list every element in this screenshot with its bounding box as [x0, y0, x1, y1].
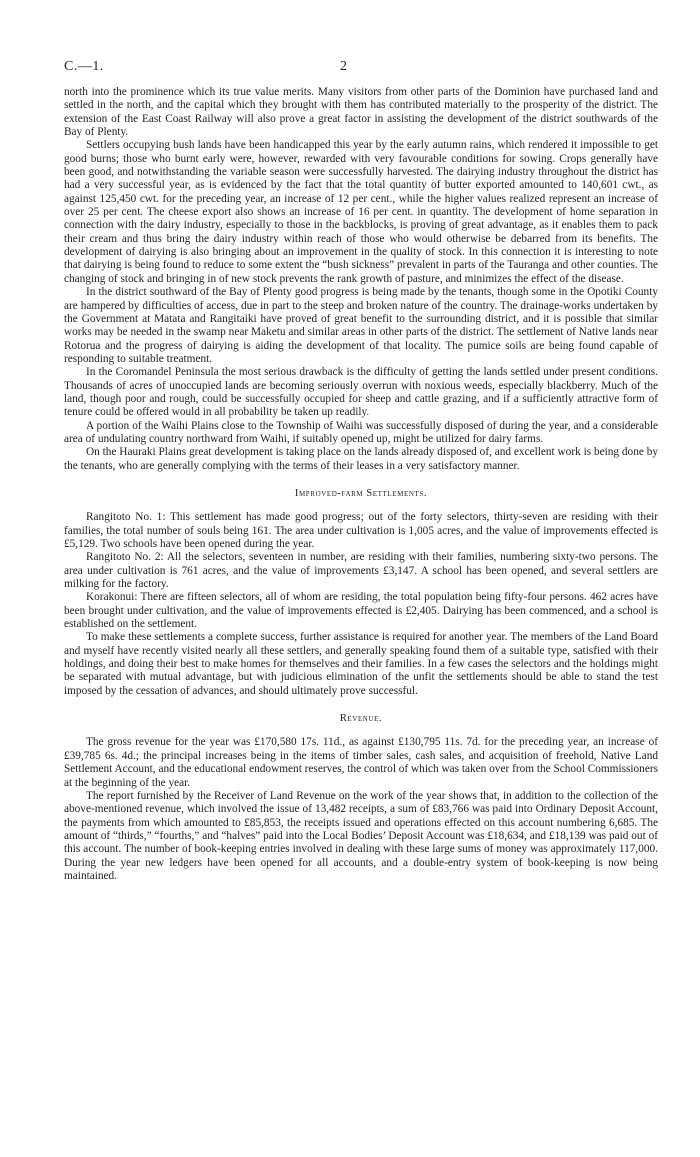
paragraph-receiver-report: The report furnished by the Receiver of Land Revenue on the work of the year shows that, in addition to the collection of the above-mentioned revenue, which involved the issue of 13,482 receipts, a sum of £83,766 was paid into Ordinary Deposit Account, the payments from which amounted to £85,853, the receipts issued and operations effected on this account numbering 6,685. The amount of “thirds,” “fourths,” and “halves” paid into the Local Bodies’ Deposit Account was £18,634, and £18,139 was paid out of this account. The number of book-keeping entries involved in dealing with these large sums of money was approximately 117,000. During the year new ledgers have been opened for all accounts, and a double-entry system of book-keeping is now being maintained. [64, 789, 658, 882]
paragraph-settlements-summary: To make these settlements a complete success, further assistance is required for another year. The members of the Land Board and myself have recently visited nearly all these settlers, and generally speaking found them of a suitable type, satisfied with their holdings, and doing their best to make homes for themselves and their families. In a few cases the selectors and the holdings might be separated with mutual advantage, but with judicious elimination of the unfit the settlements should be able to stand the test imposed by the cessation of advances, and should ultimately prove successful. [64, 631, 658, 697]
paragraph-north: north into the prominence which its true value merits. Many visitors from other parts of the Dominion have purchased land and settled in the north, and the capital which they brought with them has contributed materially to the prosperity of the district. The extension of the East Coast Railway will also prove a great factor in assisting the development of the district southwards of the Bay of Plenty. [64, 86, 658, 139]
paragraph-rangitoto-1: Rangitoto No. 1: This settlement has made good progress; out of the forty selectors, thirty-seven are residing with their families, the total number of souls being 161. The area under cultivation is 1,005 acres, and the value of improvements effected is £5,129. Two schools have been opened during the year. [64, 511, 658, 550]
improved-farm-heading: Improved-farm Settlements. [294, 487, 428, 499]
document-reference: C.—1. [64, 59, 104, 74]
paragraph-bay-of-plenty: In the district southward of the Bay of Plenty good progress is being made by the tenants, though some in the Opotiki County are hampered by difficulties of access, due in part to the steep and broken nature of the country. The drainage-works undertaken by the Government at Matata and Rangitaiki have proved of great benefit to the surrounding district, and it is possible that similar works may be needed in the swamp near Maketu and similar areas in other parts of the district. The settlement of Native lands near Rotorua and the progress of dairying is aiding the development of that locality. The pumice soils are being found capable of responding to suitable treatment. [64, 286, 658, 365]
page-header [64, 60, 658, 86]
paragraph-korakonui: Korakonui: There are fifteen selectors, all of whom are residing, the total population being fifty-four persons. 462 acres have been brought under cultivation, and the value of improvements effected is £2,405. Dairying has been commenced, and a school is established on the settlement. [64, 591, 658, 631]
paragraph-bush-settlers: Settlers occupying bush lands have been handicapped this year by the early autumn rains, which rendered it impossible to get good burns; those who burnt early were, however, rewarded with very favourable conditions for sowing. Crops generally have been good, and notwithstanding the variable season were successfully harvested. The dairying industry throughout the district has had a very successful year, as is evidenced by the fact that the total quantity of butter exported amounted to 140,601 cwt., as against 125,450 cwt. for the preceding year, an increase of 12 per cent., while the higher values realized represent an increase of over 25 per cent. The cheese export also shows an increase of 16 per cent. in quantity. The development of home separation in connection with the dairy industry, especially to those in the backblocks, is proving of great advantage, as it enables them to pack their cream and thus bring the dairy industry within reach of those who would otherwise be debarred from its benefits. The development of dairying is also bringing about an improvement in the quality of stock. In this connection it is interesting to note that dairying is being found to reduce to some extent the “bush sickness” prevalent in parts of the Tauranga and other counties. The changing of stock and bringing in of new stock prevents the rank growth of pasture, and minimizes the effect of the disease. [64, 139, 658, 285]
page-number: 2 [340, 59, 347, 74]
paragraph-waihi: A portion of the Waihi Plains close to the Township of Waihi was successfully disposed of during the year, and a considerable area of undulating country northward from Waihi, if suitably opened up, might be utilized for dairy farms. [64, 419, 658, 445]
paragraph-rangitoto-2: Rangitoto No. 2: All the selectors, seventeen in number, are residing with their families, numbering sixty-two persons. The area under cultivation is 761 acres, and the value of improvements £3,147. A school has been opened, and several settlers are milking for the factory. [64, 551, 658, 591]
intro-section [64, 86, 658, 473]
revenue-heading: Revenue. [339, 713, 383, 725]
paragraph-gross-revenue: The gross revenue for the year was £170,580 17s. 11d., as against £130,795 11s. 7d. for the preceding year, an increase of £39,785 6s. 4d.; the principal increases being in the items of timber sales, cash sales, and acquisition of freehold, Native Land Settlement Account, and the educational endowment reserves, the control of which was taken over from the School Commissioners at the beginning of the year. [64, 736, 658, 789]
revenue-section [64, 712, 658, 883]
improved-farm-section [64, 487, 658, 698]
paragraph-coromandel: In the Coromandel Peninsula the most serious drawback is the difficulty of getting the lands settled under present conditions. Thousands of acres of unoccupied lands are becoming seriously overrun with noxious weeds, especially blackberry. Much of the land, though poor and rough, could be successfully occupied for sheep and cattle grazing, and if a sufficiently attractive form of tenure could be offered would in all probability be taken up readily. [64, 366, 658, 419]
paragraph-hauraki: On the Hauraki Plains great development is taking place on the lands already disposed of, and excellent work is being done by the tenants, who are generally complying with the terms of their leases in a very satisfactory manner. [64, 446, 658, 472]
